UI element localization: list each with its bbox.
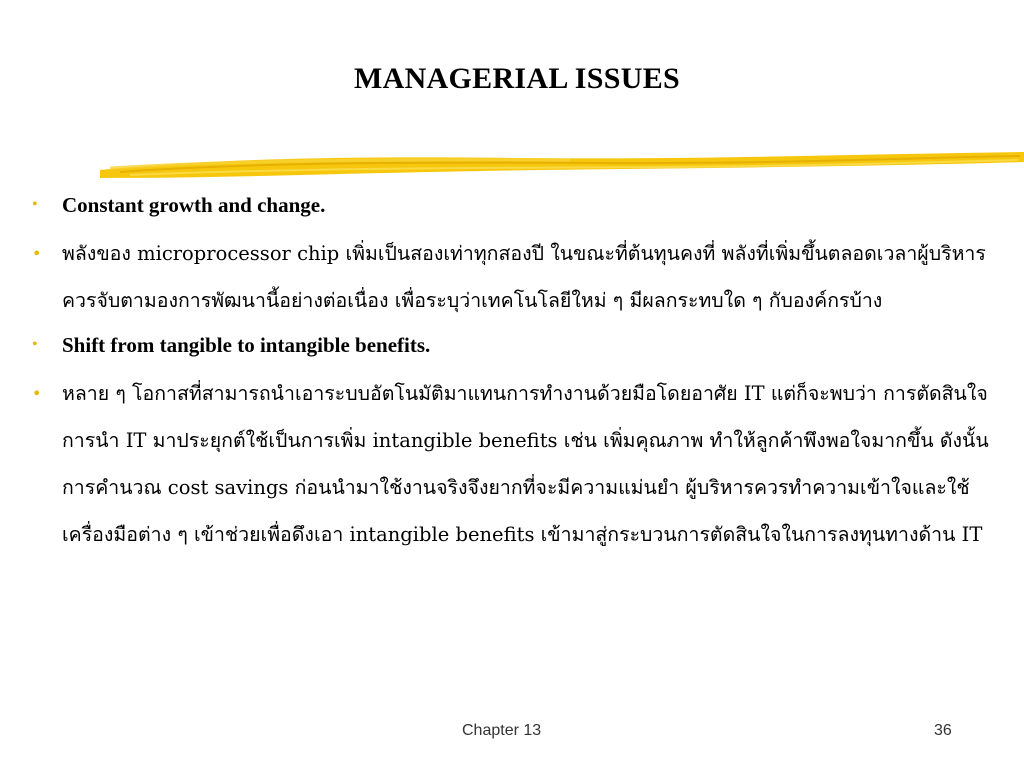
bullet-item: [30, 370, 1010, 558]
bullet-list: [30, 190, 1010, 564]
bullet-item: [30, 230, 1010, 324]
bullet-marker: •: [32, 244, 42, 263]
bullet-text: พลังของ microprocessor chip เพิ่มเป็นสองเท่าทุกสองปี ในขณะที่ต้นทุนคงที่ พลังที่เพิ่มขึ้นตลอดเวลาผู้บริหารควรจับตามองการพัฒนานี้อย่างต่อเนื่อง เพื่อระบุว่าเทคโนโลยีใหม่ ๆ มีผลกระทบใด ๆ กับองค์กรบ้าง: [62, 242, 986, 312]
slide-title: MANAGERIAL ISSUES: [353, 62, 681, 95]
bullet-text: หลาย ๆ โอกาสที่สามารถนำเอาระบบอัตโนมัติมาแทนการทำงานด้วยมือโดยอาศัย IT แต่ก็จะพบว่า การตัดสินใจการนำ IT มาประยุกต์ใช้เป็นการเพิ่ม intangible benefits เช่น เพิ่มคุณภาพ ทำให้ลูกค้าพึงพอใจมากขึ้น ดังนั้นการคำนวณ cost savings ก่อนนำมาใช้งานจริงจึงยากที่จะมีความแม่นยำ ผู้บริหารควรทำความเข้าใจและใช้เครื่องมือต่าง ๆ เข้าช่วยเพื่อดึงเอา intangible benefits เข้ามาสู่กระบวนการตัดสินใจในการลงทุนทางด้าน IT: [62, 382, 989, 546]
bullet-text: Constant growth and change.: [62, 193, 326, 217]
bullet-marker: •: [32, 336, 38, 353]
footer-page-number: 36: [934, 722, 952, 739]
bullet-item: [30, 190, 1010, 220]
bullet-marker: •: [32, 196, 38, 213]
decorative-brush-stroke: [100, 148, 1024, 184]
footer-chapter-label: Chapter 13: [462, 722, 542, 739]
bullet-marker: •: [32, 384, 42, 403]
bullet-item: [30, 330, 1010, 360]
bullet-text: Shift from tangible to intangible benefits.: [62, 333, 431, 357]
